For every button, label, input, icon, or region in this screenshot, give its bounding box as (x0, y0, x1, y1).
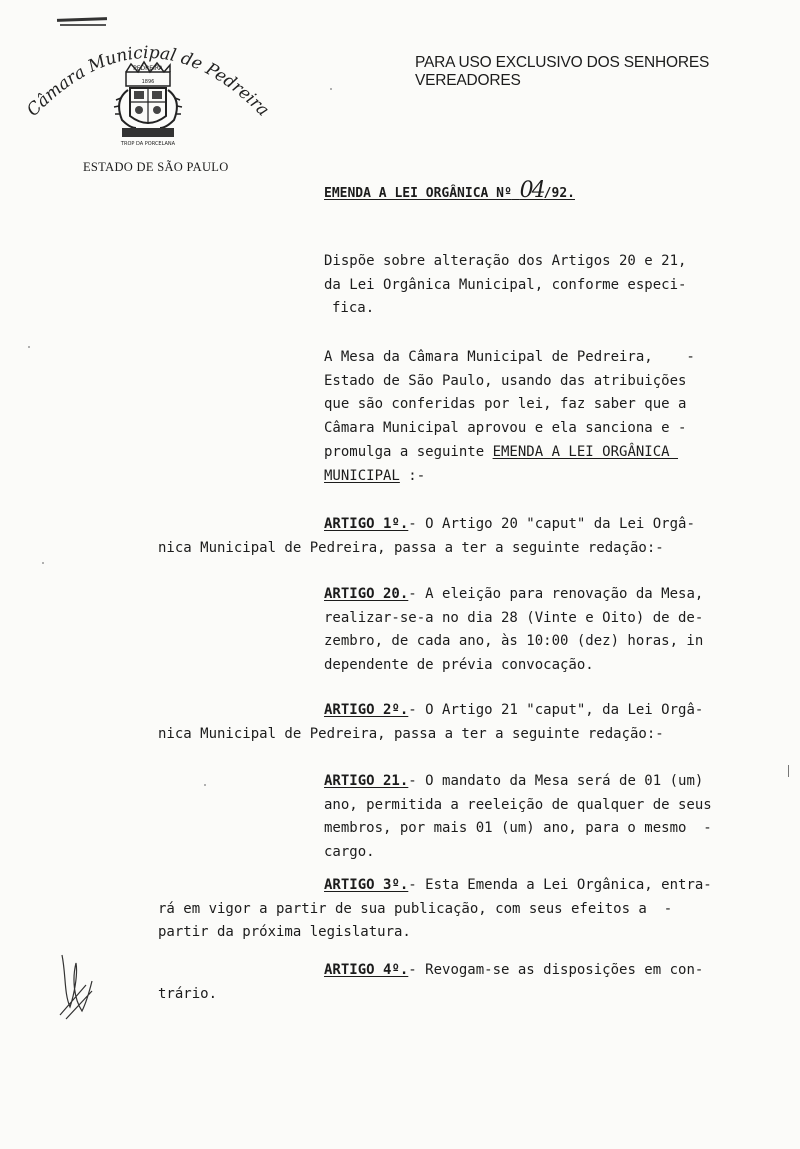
chamber-seal (18, 28, 278, 158)
article-3: ARTIGO 3º.- Esta Emenda a Lei Orgânica, entra- rá em vigor a partir de sua publicação, com seus efeitos a - partir da próxima legislatura. (158, 877, 712, 941)
signature-initials (52, 945, 100, 1025)
preamble-line: que são conferidas por lei, faz saber que a (324, 396, 687, 413)
exclusive-use-notice: PARA USO EXCLUSIVO DOS SENHORES VEREADORES (415, 54, 710, 89)
seal-motto-text: TROP DA PORCELANA (120, 141, 176, 147)
article-label: ARTIGO 20. (324, 586, 409, 602)
amendment-number: 04 (519, 178, 544, 203)
article-4: ARTIGO 4º.- Revogam-se as disposições em con- trário. (158, 962, 704, 1002)
preamble-line: A Mesa da Câmara Municipal de Pedreira, - (324, 349, 695, 365)
coat-of-arms-icon (18, 28, 278, 158)
article-label: ARTIGO 3º. (324, 877, 409, 893)
title-suffix: /92. (543, 186, 575, 201)
scan-speck (330, 88, 332, 90)
preamble-line: Estado de São Paulo, usando das atribuições (324, 372, 687, 389)
ementa-line: fica. (332, 300, 375, 317)
scan-speck (204, 784, 206, 786)
scan-mark (60, 24, 106, 26)
state-label: ESTADO DE SÃO PAULO (83, 160, 229, 174)
seal-arc-text: Câmara Municipal de Pedreira (23, 42, 273, 121)
article-20: ARTIGO 20.- A eleição para renovação da Mesa, realizar-se-a no dia 28 (Vinte e Oito) de de- zembro, de cada ano, às 10:00 (dez) horas, in dependente de prévia convocação. (324, 586, 704, 674)
article-label: ARTIGO 2º. (324, 702, 409, 718)
seal-year-text: 1896 (141, 79, 155, 85)
document-title (324, 178, 575, 203)
scan-speck (28, 346, 30, 348)
scan-mark (788, 765, 789, 777)
preamble-line: promulga a seguinte EMENDA A LEI ORGÂNICA (324, 443, 679, 460)
seal-city-text: PEDREIRA (133, 65, 163, 72)
ementa-line: da Lei Orgânica Municipal, conforme especi- (324, 276, 687, 293)
article-2: ARTIGO 2º.- O Artigo 21 "caput", da Lei Orgâ- nica Municipal de Pedreira, passa a ter a seguinte redação:- (158, 702, 704, 742)
article-label: ARTIGO 1º. (324, 516, 409, 532)
title-prefix: EMENDA A LEI ORGÂNICA Nº (324, 186, 512, 201)
preamble-line: MUNICIPAL :- (324, 467, 426, 484)
article-label: ARTIGO 21. (324, 773, 409, 789)
article-label: ARTIGO 4º. (324, 962, 409, 978)
preamble-paragraph (324, 346, 695, 488)
scan-mark (57, 17, 107, 22)
preamble-line: Câmara Municipal aprovou e ela sanciona e - (324, 420, 687, 437)
scan-speck (42, 562, 44, 564)
article-1: ARTIGO 1º.- O Artigo 20 "caput" da Lei Orgâ- nica Municipal de Pedreira, passa a ter a seguinte redação:- (158, 516, 695, 556)
ementa-paragraph (324, 250, 686, 321)
article-21: ARTIGO 21.- O mandato da Mesa será de 01 (um) ano, permitida a reeleição de qualquer de seus membros, por mais 01 (um) ano, para o mesmo - cargo. (324, 773, 712, 861)
handwritten-signature-icon (52, 945, 100, 1025)
ementa-line: Dispõe sobre alteração dos Artigos 20 e 21, (324, 253, 687, 269)
